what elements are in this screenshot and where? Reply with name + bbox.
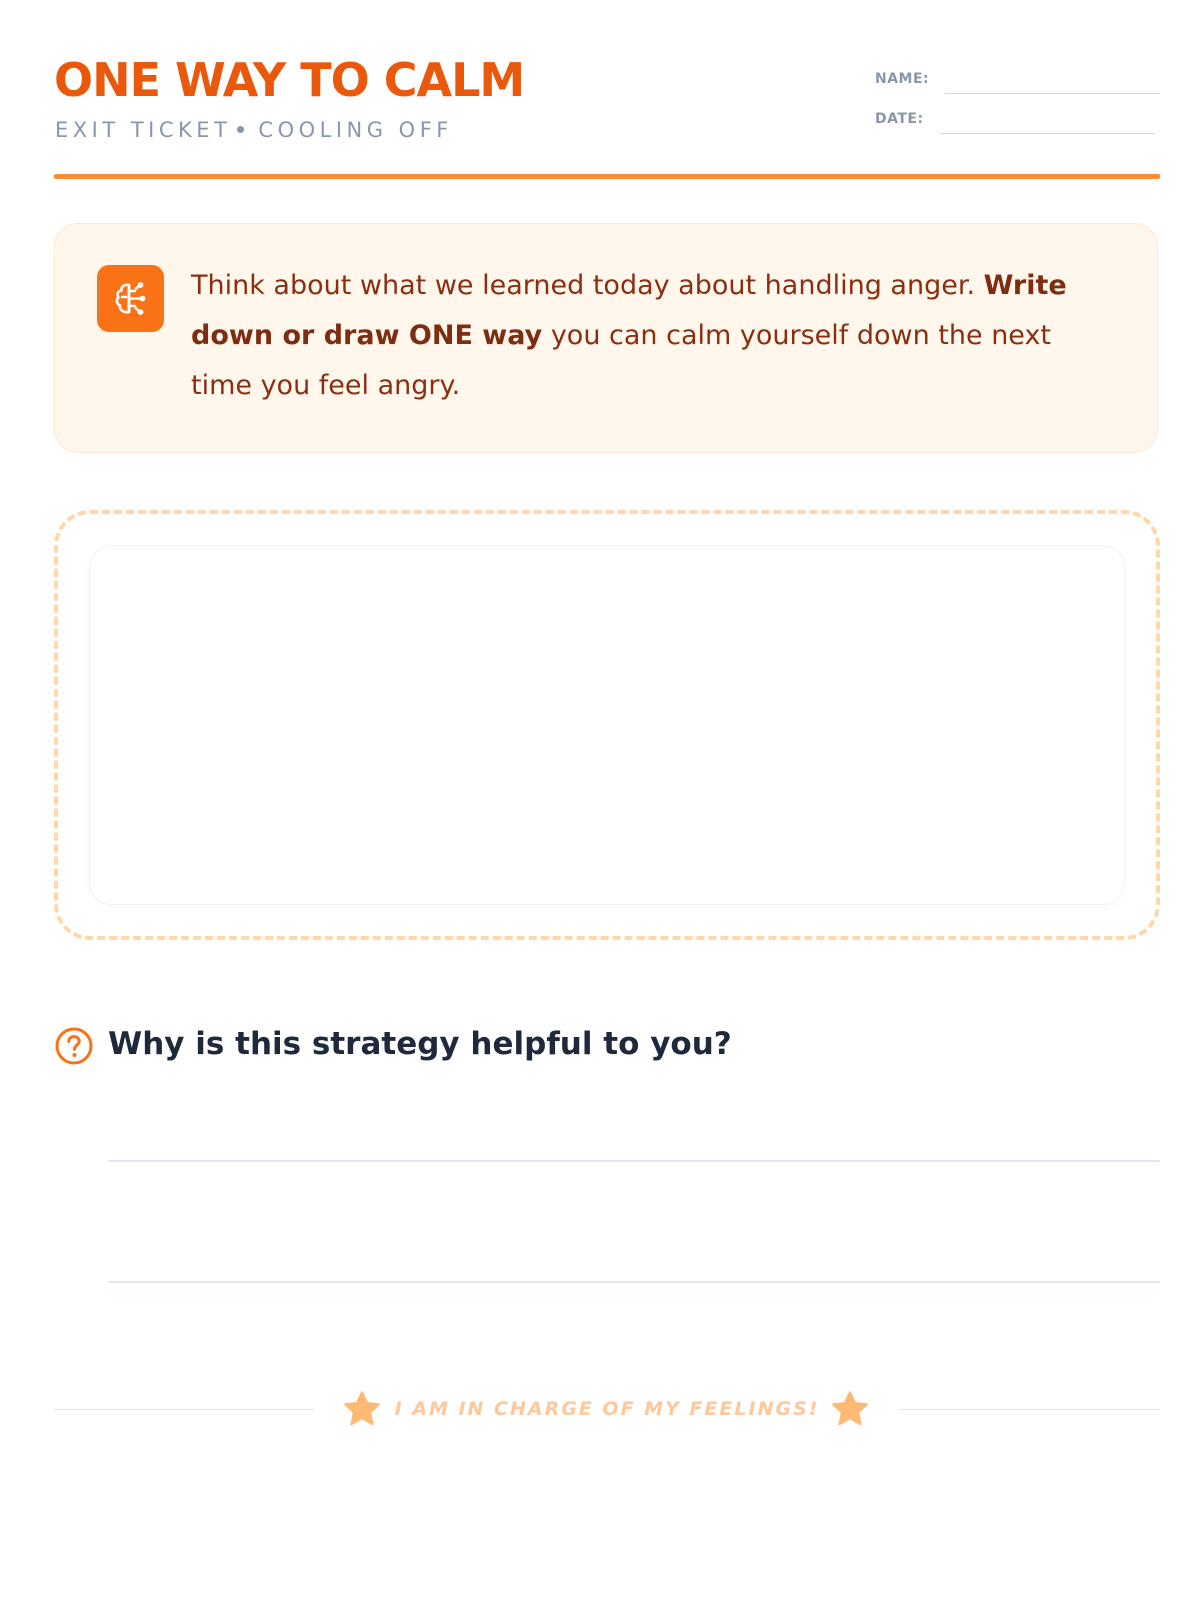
answer-line-1[interactable]	[108, 1160, 1160, 1162]
answer-line-2[interactable]	[108, 1281, 1160, 1283]
footer-divider-left	[54, 1409, 314, 1410]
reflection-question: Why is this strategy helpful to you?	[108, 1026, 732, 1062]
footer-motto: I AM IN CHARGE OF MY FEELINGS!	[394, 1398, 820, 1420]
instruction-text-outro: you can calm yourself down the next time you feel angry.	[191, 320, 1052, 401]
date-field[interactable]	[875, 108, 1160, 134]
instruction-text-emphasis: Write down or draw ONE way	[191, 270, 1067, 351]
instruction-card	[54, 223, 1158, 453]
brain-icon	[97, 265, 164, 332]
header-divider	[54, 174, 1160, 179]
subtitle-exit-ticket: EXIT TICKET	[55, 118, 232, 142]
worksheet-title: ONE WAY TO CALM	[54, 53, 525, 107]
worksheet-subtitle	[55, 116, 453, 144]
footer-divider-right	[898, 1409, 1160, 1410]
name-field[interactable]	[875, 68, 1160, 94]
date-label: DATE:	[875, 111, 924, 127]
instruction-text	[191, 261, 1111, 411]
date-write-line[interactable]	[940, 133, 1155, 134]
instruction-text-intro: Think about what we learned today about handling anger.	[191, 270, 984, 301]
name-write-line[interactable]	[945, 93, 1160, 94]
question-circle-icon	[54, 1026, 94, 1066]
star-icon	[342, 1390, 382, 1428]
drawing-area[interactable]	[90, 546, 1124, 904]
bullet-separator	[237, 126, 244, 133]
subtitle-cooling-off: COOLING OFF	[258, 118, 453, 142]
drawing-area-frame	[54, 510, 1160, 940]
name-label: NAME:	[875, 71, 930, 87]
star-icon	[830, 1390, 870, 1428]
